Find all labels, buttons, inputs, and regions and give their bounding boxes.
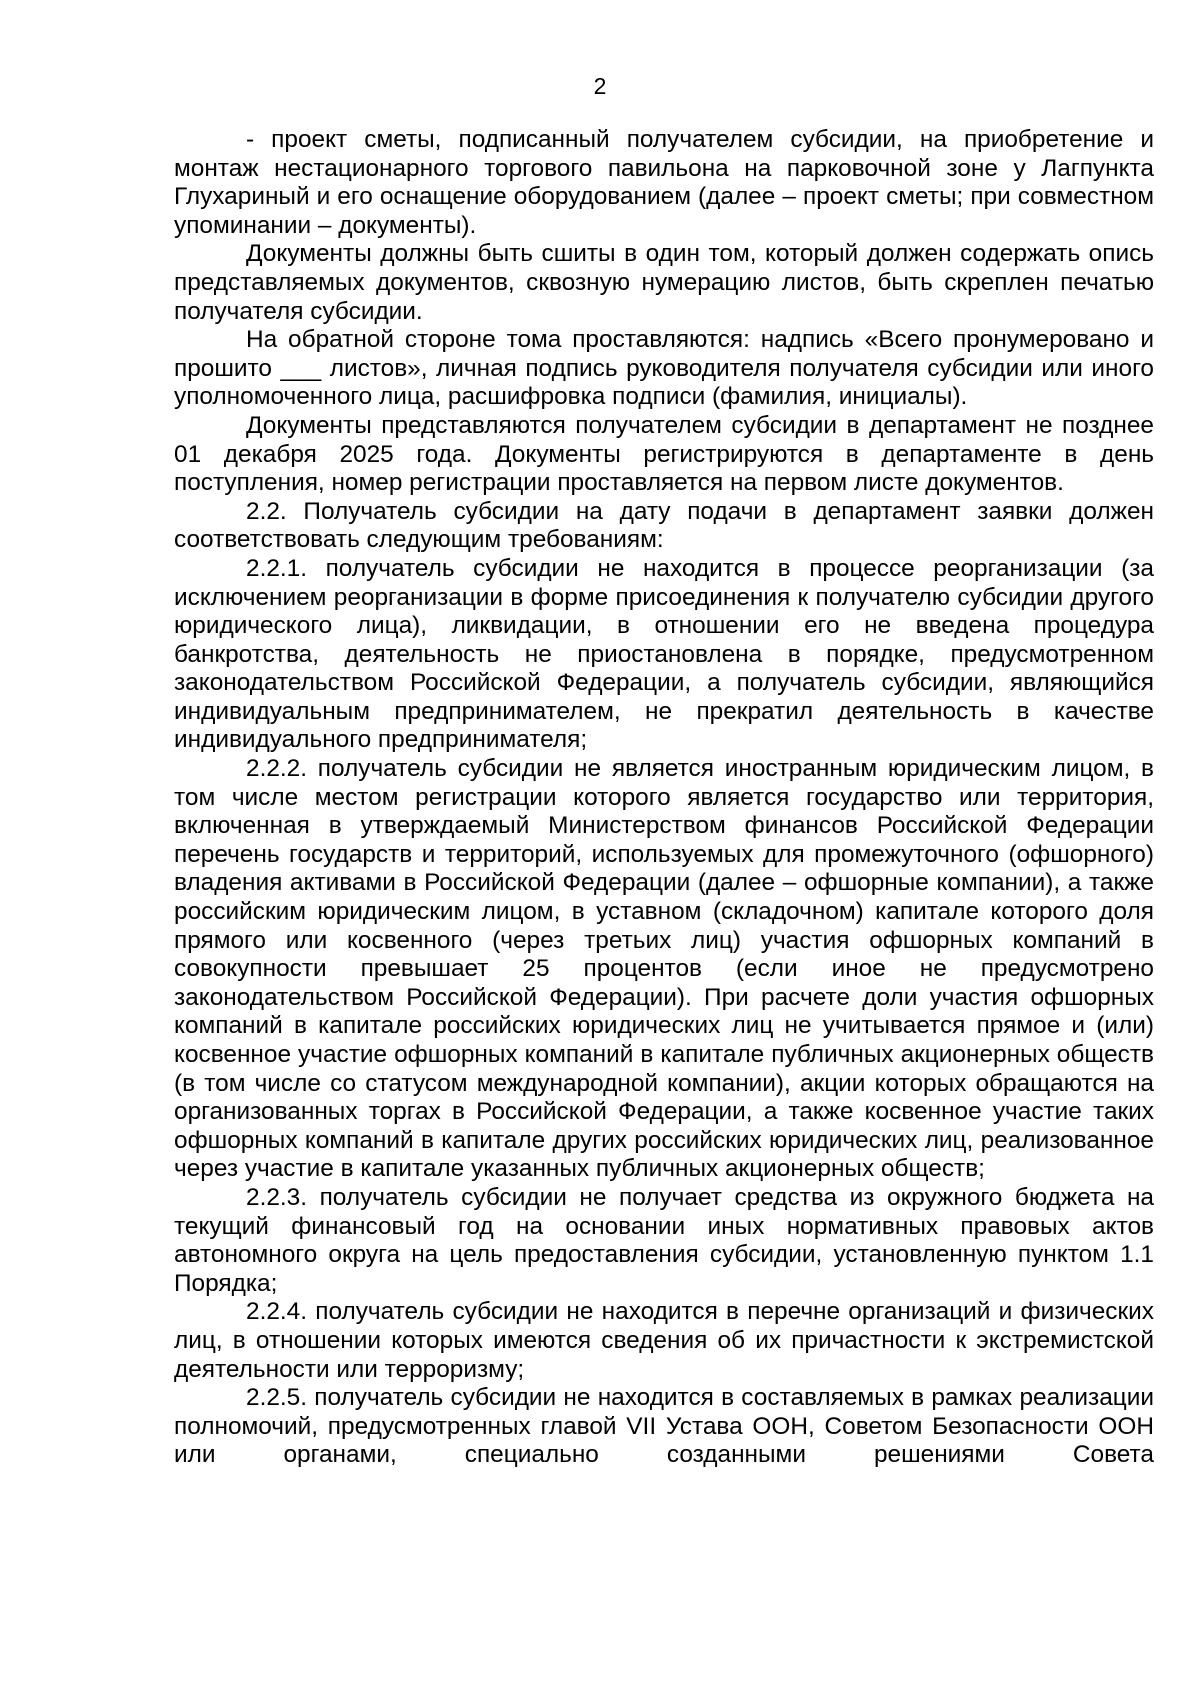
paragraph-submission-deadline: Документы представляются получателем субсидии в департамент не позднее 01 декабря 2025 года. Документы регистрируются в департаменте в день поступления, номер регистрации проставляется на первом листе документов. — [174, 411, 1154, 497]
paragraph-2-2-4: 2.2.4. получатель субсидии не находится в перечне организаций и физических лиц, в отношении которых имеются сведения об их причастности к экстремистской деятельности или терроризму; — [174, 1298, 1154, 1383]
page-number: 2 — [593, 73, 607, 99]
paragraph-2-2-3: 2.2.3. получатель субсидии не получает средства из окружного бюджета на текущий финансовый год на основании иных нормативных правовых актов автономного округа на цель предоставления субсидии, установленную пунктом 1.1 Порядка; — [174, 1183, 1154, 1297]
document-body — [174, 126, 1154, 1470]
paragraph-2-2-2: 2.2.2. получатель субсидии не является иностранным юридическим лицом, в том числе местом регистрации которого является государство или территория, включенная в утверждаемый Министерством финансов Российской Федерации перечень государств и территорий, используемых для промежуточного (офшорного) владения активами в Российской Федерации (далее – офшорные компании), а также российским юридическим лицом, в уставном (складочном) капитале которого доля прямого или косвенного (через третьих лиц) участия офшорных компаний в совокупности превышает 25 процентов (если иное не предусмотрено законодательством Российской Федерации). При расчете доли участия офшорных компаний в капитале российских юридических лиц не учитывается прямое и (или) косвенное участие офшорных компаний в капитале публичных акционерных обществ (в том числе со статусом международной компании), акции которых обращаются на организованных торгах в Российской Федерации, а также косвенное участие таких офшорных компаний в капитале других российских юридических лиц, реализованное через участие в капитале указанных публичных акционерных обществ; — [174, 755, 1154, 1183]
paragraph-2-2-5: 2.2.5. получатель субсидии не находится в составляемых в рамках реализации полномочий, предусмотренных главой VII Устава ООН, Советом Безопасности ООН или органами, специально созданными решениями Совета — [174, 1384, 1154, 1469]
paragraph-binding-requirements: Документы должны быть сшиты в один том, который должен содержать опись представляемых документов, сквозную нумерацию листов, быть скреплен печатью получателя субсидии. — [174, 240, 1154, 325]
paragraph-2-2-1: 2.2.1. получатель субсидии не находится в процессе реорганизации (за исключением реорганизации в форме присоединения к получателю субсидии другого юридического лица), ликвидации, в отношении его не введена процедура банкротства, деятельность не приостановлена в порядке, предусмотренном законодательством Российской Федерации, а получатель субсидии, являющийся индивидуальным предпринимателем, не прекратил деятельность в качестве индивидуального предпринимателя; — [174, 554, 1154, 754]
paragraph-estimate-project: - проект сметы, подписанный получателем субсидии, на приобретение и монтаж нестационарного торгового павильона на парковочной зоне у Лагпункта Глухариный и его оснащение оборудованием (далее – проект сметы; при совместном упоминании – документы). — [174, 126, 1154, 239]
paragraph-2-2: 2.2. Получатель субсидии на дату подачи в департамент заявки должен соответствовать следующим требованиям: — [174, 497, 1154, 554]
paragraph-reverse-side: На обратной стороне тома проставляются: надпись «Всего пронумеровано и прошито ___ листов», личная подпись руководителя получателя субсидии или иного уполномоченного лица, расшифровка подписи (фамилия, инициалы). — [174, 326, 1154, 411]
